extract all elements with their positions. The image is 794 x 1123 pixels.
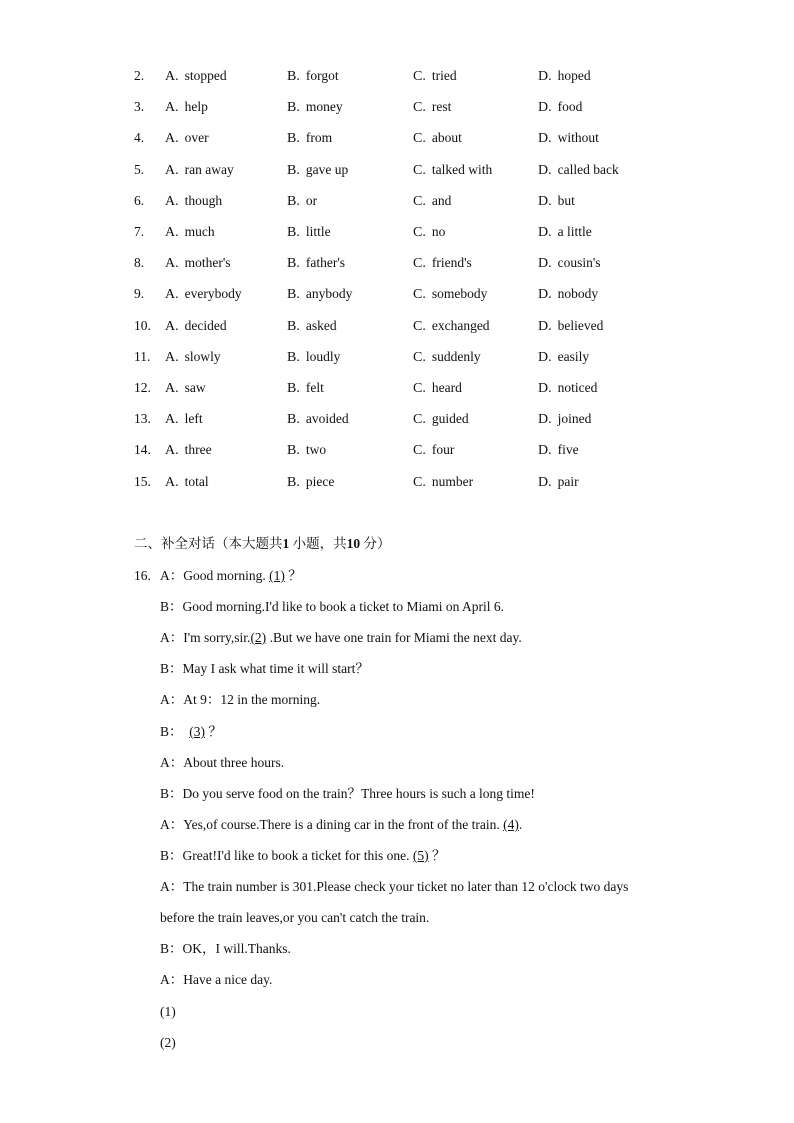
option-text: nobody xyxy=(557,286,599,301)
option-text: slowly xyxy=(184,349,221,364)
option-c[interactable] xyxy=(413,316,490,337)
dialogue-line: B：May I ask what time it will start？ xyxy=(160,661,369,676)
option-c[interactable] xyxy=(413,253,472,274)
option-letter: A. xyxy=(165,256,179,271)
option-letter: C. xyxy=(413,69,426,84)
option-letter: C. xyxy=(413,163,426,178)
option-letter: D. xyxy=(538,381,552,396)
dialogue-line: A：The train number is 301.Please check your ticket no later than 12 o'clock two days xyxy=(160,879,629,894)
option-letter: A. xyxy=(165,131,179,146)
option-letter: A. xyxy=(165,194,179,209)
question-number: 2. xyxy=(134,68,145,83)
dialogue-line: A：Yes,of course.There is a dining car in the front of the train. (4). xyxy=(160,817,523,832)
question-number: 4. xyxy=(134,130,145,145)
option-letter: A. xyxy=(165,381,179,396)
option-letter: D. xyxy=(538,350,552,365)
option-c[interactable] xyxy=(413,66,457,87)
option-text: over xyxy=(184,130,209,145)
option-text: no xyxy=(431,224,446,239)
option-d[interactable] xyxy=(538,66,591,87)
option-text: about xyxy=(431,130,462,145)
option-letter: C. xyxy=(413,100,426,115)
heading-text-1: 二、补全对话（本大题共 xyxy=(134,536,283,551)
option-text: forgot xyxy=(305,68,339,83)
option-letter: D. xyxy=(538,319,552,334)
option-b[interactable] xyxy=(287,97,343,118)
option-text: everybody xyxy=(184,286,242,301)
option-text: or xyxy=(305,193,318,208)
option-letter: D. xyxy=(538,100,552,115)
question-number: 5. xyxy=(134,162,145,177)
option-letter: C. xyxy=(413,381,426,396)
option-letter: C. xyxy=(413,131,426,146)
option-text: hoped xyxy=(557,68,591,83)
option-d[interactable] xyxy=(538,378,597,399)
heading-text-2: 小题，共 xyxy=(292,536,347,551)
option-text: ran away xyxy=(184,162,234,177)
option-c[interactable] xyxy=(413,284,487,305)
option-text: though xyxy=(184,193,223,208)
dialogue-line: A：Good morning. (1) ？ xyxy=(160,568,302,583)
option-letter: B. xyxy=(287,256,300,271)
option-letter: D. xyxy=(538,131,552,146)
option-letter: B. xyxy=(287,163,300,178)
option-a[interactable] xyxy=(165,378,206,399)
option-b[interactable] xyxy=(287,128,332,149)
option-c[interactable] xyxy=(413,128,462,149)
option-letter: B. xyxy=(287,194,300,209)
option-text: heard xyxy=(431,380,462,395)
option-text: food xyxy=(557,99,583,114)
heading-points: 10 xyxy=(346,536,361,551)
option-letter: D. xyxy=(538,225,552,240)
option-text: friend's xyxy=(431,255,472,270)
option-text: felt xyxy=(305,380,324,395)
question-number: 14. xyxy=(134,442,151,457)
option-text: four xyxy=(431,442,455,457)
option-letter: C. xyxy=(413,287,426,302)
question-number: 6. xyxy=(134,193,145,208)
answer-blank[interactable]: (1) xyxy=(269,568,285,583)
option-a[interactable] xyxy=(165,160,234,181)
option-letter: D. xyxy=(538,69,552,84)
option-text: asked xyxy=(305,318,337,333)
option-c[interactable] xyxy=(413,409,469,430)
option-letter: D. xyxy=(538,287,552,302)
option-d[interactable] xyxy=(538,472,579,493)
option-text: two xyxy=(305,442,327,457)
option-letter: B. xyxy=(287,443,300,458)
option-letter: D. xyxy=(538,443,552,458)
option-letter: A. xyxy=(165,412,179,427)
option-a[interactable] xyxy=(165,253,231,274)
option-a[interactable] xyxy=(165,66,227,87)
option-letter: A. xyxy=(165,69,179,84)
option-d[interactable] xyxy=(538,316,603,337)
answer-blank[interactable]: (4) xyxy=(503,817,519,832)
option-letter: A. xyxy=(165,287,179,302)
option-letter: A. xyxy=(165,443,179,458)
option-c[interactable] xyxy=(413,191,451,212)
option-c[interactable] xyxy=(413,160,492,181)
option-text: but xyxy=(557,193,575,208)
answer-label-2: (2) xyxy=(160,1035,176,1050)
option-a[interactable] xyxy=(165,316,227,337)
option-text: saw xyxy=(184,380,206,395)
option-text: decided xyxy=(184,318,227,333)
option-d[interactable] xyxy=(538,191,575,212)
option-a[interactable] xyxy=(165,191,222,212)
option-text: called back xyxy=(557,162,619,177)
option-c[interactable] xyxy=(413,472,473,493)
option-a[interactable] xyxy=(165,97,208,118)
option-text: five xyxy=(557,442,579,457)
heading-count: 1 xyxy=(282,536,290,551)
option-letter: C. xyxy=(413,350,426,365)
option-text: suddenly xyxy=(431,349,481,364)
option-c[interactable] xyxy=(413,378,462,399)
option-letter: A. xyxy=(165,350,179,365)
option-letter: D. xyxy=(538,194,552,209)
option-text: number xyxy=(431,474,474,489)
option-text: cousin's xyxy=(557,255,601,270)
option-text: money xyxy=(305,99,343,114)
dialogue-line: B：Do you serve food on the train？Three hours is such a long time! xyxy=(160,786,535,801)
option-letter: A. xyxy=(165,225,179,240)
option-c[interactable] xyxy=(413,440,454,461)
option-letter: B. xyxy=(287,131,300,146)
option-text: anybody xyxy=(305,286,353,301)
question-number: 9. xyxy=(134,286,145,301)
option-letter: B. xyxy=(287,287,300,302)
option-b[interactable] xyxy=(287,472,334,493)
option-b[interactable] xyxy=(287,284,352,305)
option-text: much xyxy=(184,224,215,239)
option-a[interactable] xyxy=(165,128,209,149)
option-text: believed xyxy=(557,318,604,333)
question-number: 11. xyxy=(134,349,151,364)
option-letter: B. xyxy=(287,350,300,365)
option-a[interactable] xyxy=(165,440,212,461)
option-b[interactable] xyxy=(287,440,326,461)
option-d[interactable] xyxy=(538,97,582,118)
dialogue-line: before the train leaves,or you can't catch the train. xyxy=(160,910,430,925)
option-text: exchanged xyxy=(431,318,490,333)
option-b[interactable] xyxy=(287,316,337,337)
option-a[interactable] xyxy=(165,222,215,243)
option-text: mother's xyxy=(184,255,231,270)
option-letter: B. xyxy=(287,100,300,115)
option-d[interactable] xyxy=(538,440,579,461)
question-number: 7. xyxy=(134,224,145,239)
option-d[interactable] xyxy=(538,284,598,305)
question-number: 3. xyxy=(134,99,145,114)
option-b[interactable] xyxy=(287,160,348,181)
option-text: loudly xyxy=(305,349,341,364)
option-d[interactable] xyxy=(538,160,619,181)
option-text: guided xyxy=(431,411,469,426)
option-b[interactable] xyxy=(287,378,324,399)
option-a[interactable] xyxy=(165,409,203,430)
option-letter: C. xyxy=(413,319,426,334)
option-text: easily xyxy=(557,349,590,364)
option-text: somebody xyxy=(431,286,488,301)
option-text: without xyxy=(557,130,599,145)
option-d[interactable] xyxy=(538,253,601,274)
heading-text-3: 分） xyxy=(363,536,391,551)
option-b[interactable] xyxy=(287,191,317,212)
question-number: 10. xyxy=(134,318,151,333)
option-b[interactable] xyxy=(287,347,340,368)
option-d[interactable] xyxy=(538,128,599,149)
option-text: little xyxy=(305,224,331,239)
option-letter: D. xyxy=(538,475,552,490)
option-letter: A. xyxy=(165,319,179,334)
option-d[interactable] xyxy=(538,222,592,243)
dialogue-line: A：I'm sorry,sir.(2) .But we have one train for Miami the next day. xyxy=(160,630,522,645)
question-number: 13. xyxy=(134,411,151,426)
option-text: tried xyxy=(431,68,457,83)
option-a[interactable] xyxy=(165,347,221,368)
option-letter: D. xyxy=(538,256,552,271)
option-b[interactable] xyxy=(287,66,339,87)
option-text: noticed xyxy=(557,380,598,395)
option-text: three xyxy=(184,442,212,457)
dialogue-line: B：Great!I'd like to book a ticket for this one. (5) ？ xyxy=(160,848,446,863)
option-text: from xyxy=(305,130,333,145)
dialogue-line: A：About three hours. xyxy=(160,755,285,770)
question-number: 8. xyxy=(134,255,145,270)
option-text: left xyxy=(184,411,203,426)
question-number: 15. xyxy=(134,474,151,489)
option-d[interactable] xyxy=(538,347,589,368)
option-d[interactable] xyxy=(538,409,591,430)
option-text: and xyxy=(431,193,452,208)
option-letter: C. xyxy=(413,475,426,490)
option-c[interactable] xyxy=(413,97,451,118)
option-c[interactable] xyxy=(413,347,481,368)
option-b[interactable] xyxy=(287,253,345,274)
option-letter: D. xyxy=(538,163,552,178)
option-letter: B. xyxy=(287,412,300,427)
option-text: talked with xyxy=(431,162,493,177)
option-text: a little xyxy=(557,224,592,239)
dialogue-line: A：Have a nice day. xyxy=(160,972,273,987)
option-letter: C. xyxy=(413,225,426,240)
option-letter: B. xyxy=(287,69,300,84)
dialogue-line: B：Good morning.I'd like to book a ticket to Miami on April 6. xyxy=(160,599,505,614)
option-letter: B. xyxy=(287,225,300,240)
option-letter: D. xyxy=(538,412,552,427)
option-text: pair xyxy=(557,474,579,489)
dialogue-line: A：At 9：12 in the morning. xyxy=(160,692,321,707)
option-text: father's xyxy=(305,255,346,270)
dialogue-line: B：OK，I will.Thanks. xyxy=(160,941,291,956)
option-a[interactable] xyxy=(165,284,242,305)
option-letter: C. xyxy=(413,256,426,271)
question-number: 12. xyxy=(134,380,151,395)
section-heading xyxy=(134,534,391,554)
option-letter: B. xyxy=(287,381,300,396)
option-text: rest xyxy=(431,99,452,114)
answer-blank[interactable]: (3) xyxy=(189,724,206,739)
option-letter: A. xyxy=(165,475,179,490)
option-letter: A. xyxy=(165,100,179,115)
answer-blank[interactable]: (5) xyxy=(412,848,429,863)
option-letter: C. xyxy=(413,412,426,427)
option-a[interactable] xyxy=(165,472,209,493)
question-number: 16. xyxy=(134,568,151,583)
option-text: gave up xyxy=(305,162,349,177)
option-b[interactable] xyxy=(287,409,349,430)
option-c[interactable] xyxy=(413,222,445,243)
option-letter: B. xyxy=(287,319,300,334)
option-text: piece xyxy=(305,474,335,489)
option-text: stopped xyxy=(184,68,227,83)
option-text: total xyxy=(184,474,209,489)
option-text: avoided xyxy=(305,411,349,426)
dialogue-line: B： (3) ？ xyxy=(160,724,222,739)
option-letter: C. xyxy=(413,194,426,209)
option-letter: A. xyxy=(165,163,179,178)
answer-blank[interactable]: (2) xyxy=(250,630,267,645)
option-text: help xyxy=(184,99,208,114)
option-text: joined xyxy=(557,411,592,426)
answer-label-1: (1) xyxy=(160,1004,176,1019)
option-letter: B. xyxy=(287,475,300,490)
option-letter: C. xyxy=(413,443,426,458)
option-b[interactable] xyxy=(287,222,331,243)
